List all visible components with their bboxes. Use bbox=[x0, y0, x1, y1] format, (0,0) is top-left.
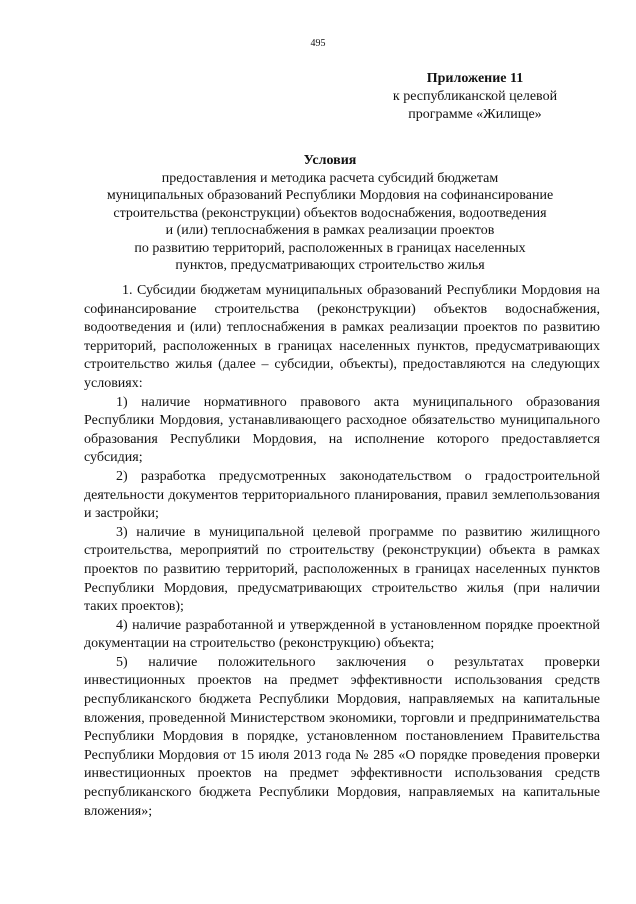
heading-title: Условия bbox=[303, 153, 357, 168]
paragraph-2: 1) наличие нормативного правового акта муниципального образования Республики Мордовия, устанавливающего расходное обязательство муниципального образования Республики Мордовия, на исполнение которого предоставляется субсидия; bbox=[84, 394, 600, 466]
appendix-line-2: программе «Жилище» bbox=[408, 107, 542, 122]
heading-line-6: пунктов, предусматривающих строительство жилья bbox=[175, 258, 485, 273]
page-number: 495 bbox=[310, 38, 326, 49]
heading-line-4: и (или) теплоснабжения в рамках реализации проектов bbox=[165, 223, 495, 238]
appendix-title: Приложение 11 bbox=[426, 71, 524, 86]
paragraph-6: 5) наличие положительного заключения о результатах проверки инвестиционных проектов на предмет эффективности использования средств республиканского бюджета Республики Мордовия, направляемых на капитальные вложения, проведенной Министерством экономики, торговли и предпринимательства Республики Мордовия в порядке, установленном постановлением Правительства Республики Мордовия от 15 июля 2013 года № 285 «О порядке проведения проверки инвестиционных проектов на предмет эффективности использования средств республиканского бюджета Республики Мордовия, направляемых на капитальные вложения»; bbox=[84, 654, 600, 819]
heading-line-2: муниципальных образований Республики Мордовия на софинансирование bbox=[106, 188, 554, 203]
heading-line-5: по развитию территорий, расположенных в границах населенных bbox=[134, 240, 526, 256]
appendix-line-1: к республиканской целевой bbox=[392, 89, 558, 104]
appendix-block bbox=[360, 70, 590, 124]
paragraph-4: 3) наличие в муниципальной целевой программе по развитию жилищного строительства, мероприятий по строительству (реконструкции) объекта в рамках проектов по развитию территорий, расположенных в границах населенных пунктов Республики Мордовия, предусматривающих строительство жилья (при наличии таких проектов); bbox=[84, 524, 600, 615]
paragraph-1: 1. Субсидии бюджетам муниципальных образований Республики Мордовия на софинансирование строительства (реконструкции) объектов водоснабжения, водоотведения и (или) теплоснабжения в рамках реализации проектов по развитию территорий, расположенных в границах населенных пунктов, предусматривающих строительство жилья (далее – субсидии, объекты), предоставляются на следующих условиях: bbox=[84, 283, 600, 391]
heading-line-1: предоставления и методика расчета субсидий бюджетам bbox=[161, 170, 499, 186]
document-heading bbox=[60, 152, 600, 275]
heading-line-3: строительства (реконструкции) объектов водоснабжения, водоотведения bbox=[113, 205, 547, 221]
body-text bbox=[84, 282, 600, 821]
paragraph-5: 4) наличие разработанной и утвержденной в установленном порядке проектной документации на строительство (реконструкцию) объекта; bbox=[84, 617, 600, 652]
paragraph-3: 2) разработка предусмотренных законодательством о градостроительной деятельности документов территориального планирования, правил землепользования и застройки; bbox=[84, 468, 600, 522]
